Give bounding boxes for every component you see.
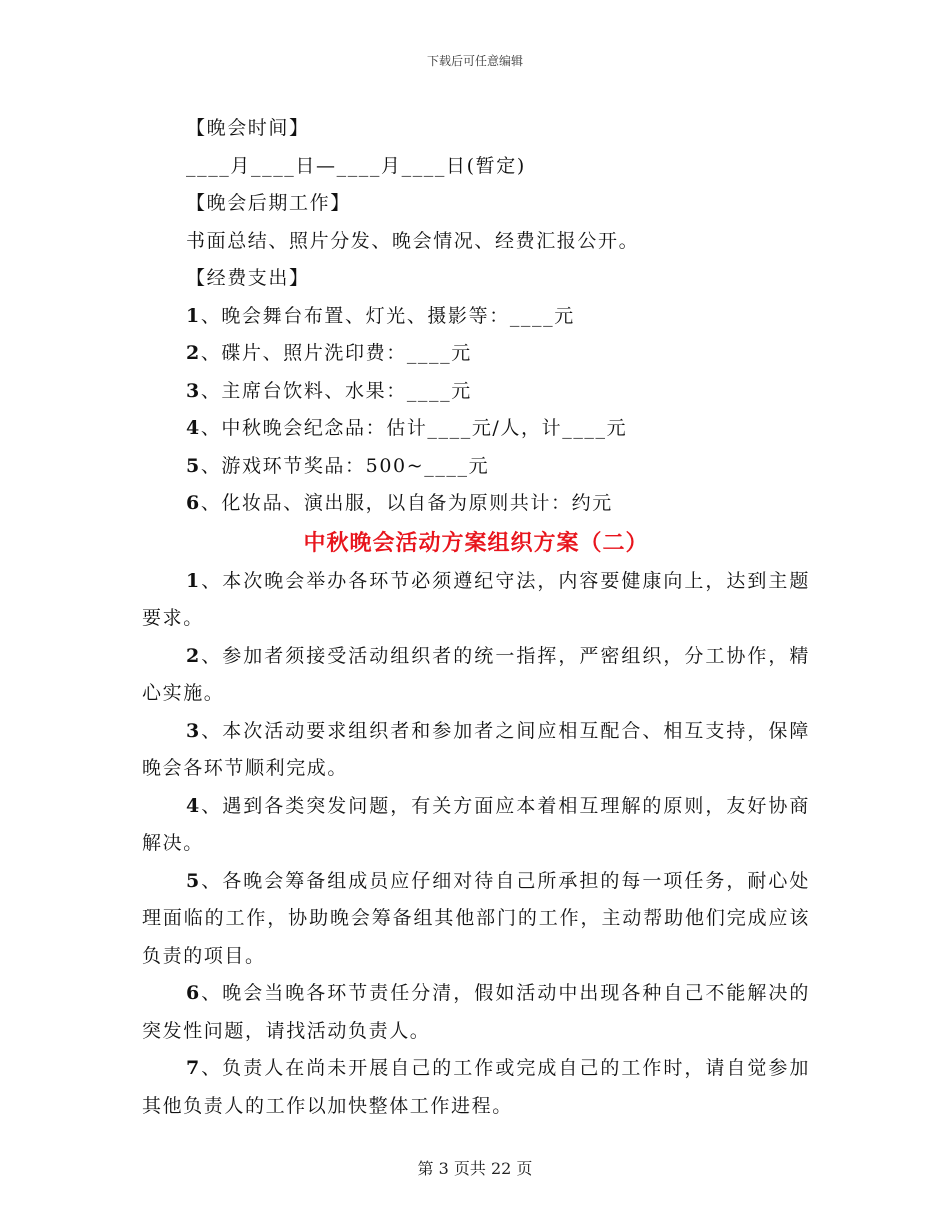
rule-number: 6 [186,982,201,1004]
page-footer: 第 3 页共 22 页 [417,1159,533,1178]
rule-number: 5 [186,869,201,892]
rule-text: 、参加者须接受活动组织者的统一指挥，严密组织，分工协作，精心实施。 [142,644,810,704]
expense-item-number: 1 [186,304,201,327]
expense-item [142,485,810,523]
expense-item-number: 3 [186,379,201,402]
heading-followup: 【晚会后期工作】 [186,192,351,214]
expense-item-text: 、碟片、照片洗印费：____元 [200,342,472,364]
rule-paragraph [142,713,810,788]
rule-paragraph [142,638,810,713]
expense-item-number: 5 [186,454,201,477]
expense-item [142,298,810,336]
expense-item [142,335,810,373]
expense-item [142,448,810,486]
followup-text: 书面总结、照片分发、晚会情况、经费汇报公开。 [186,229,640,252]
rule-text: 、本次晚会举办各环节必须遵纪守法，内容要健康向上，达到主题要求。 [142,569,810,629]
rule-paragraph [142,563,810,638]
expense-item-text: 、化妆品、演出服，以自备为原则共计：约元 [200,492,613,514]
expense-item-number: 4 [186,417,201,439]
expense-item-text: 、中秋晚会纪念品：估计____元/人，计____元 [200,417,628,439]
rule-text: 、负责人在尚未开展自己的工作或完成自己的工作时，请自觉参加其他负责人的工作以加快整体工作进程。 [142,1057,810,1117]
heading-expenses: 【经费支出】 [186,267,310,289]
expense-item [142,410,810,448]
rule-paragraph [142,1050,810,1125]
rule-text: 、晚会当晚各环节责任分清，假如活动中出现各种自己不能解决的突发性问题，请找活动负责人。 [142,982,810,1042]
rule-text: 、遇到各类突发问题，有关方面应本着相互理解的原则，友好协商解决。 [142,794,810,854]
expense-item [142,373,810,411]
expense-item-text: 、主席台饮料、水果：____元 [200,379,472,402]
expense-item-number: 2 [186,342,201,364]
rule-text: 、各晚会筹备组成员应仔细对待自己所承担的每一项任务，耐心处理面临的工作，协助晚会筹备组其他部门的工作，主动帮助他们完成应该负责的项目。 [142,869,810,967]
rule-number: 7 [186,1057,201,1079]
rule-number: 3 [186,719,201,742]
expense-item-number: 6 [186,492,201,514]
rule-paragraph [142,788,810,863]
time-value: ____月____日—____月____日(暂定) [186,154,526,177]
page-header: 下载后可任意编辑 [426,54,523,68]
heading-time: 【晚会时间】 [186,117,310,139]
rule-paragraph [142,863,810,976]
rule-number: 4 [186,794,201,817]
expense-item-text: 、晚会舞台布置、灯光、摄影等：____元 [200,304,575,327]
rule-paragraph [142,975,810,1050]
rule-number: 1 [186,569,201,592]
rule-text: 、本次活动要求组织者和参加者之间应相互配合、相互支持，保障晚会各环节顺利完成。 [142,719,810,779]
document-body [142,110,810,1125]
rule-number: 2 [186,644,201,667]
section-title: 中秋晚会活动方案组织方案（二） [303,529,649,556]
expense-item-text: 、游戏环节奖品：500~____元 [200,454,490,477]
